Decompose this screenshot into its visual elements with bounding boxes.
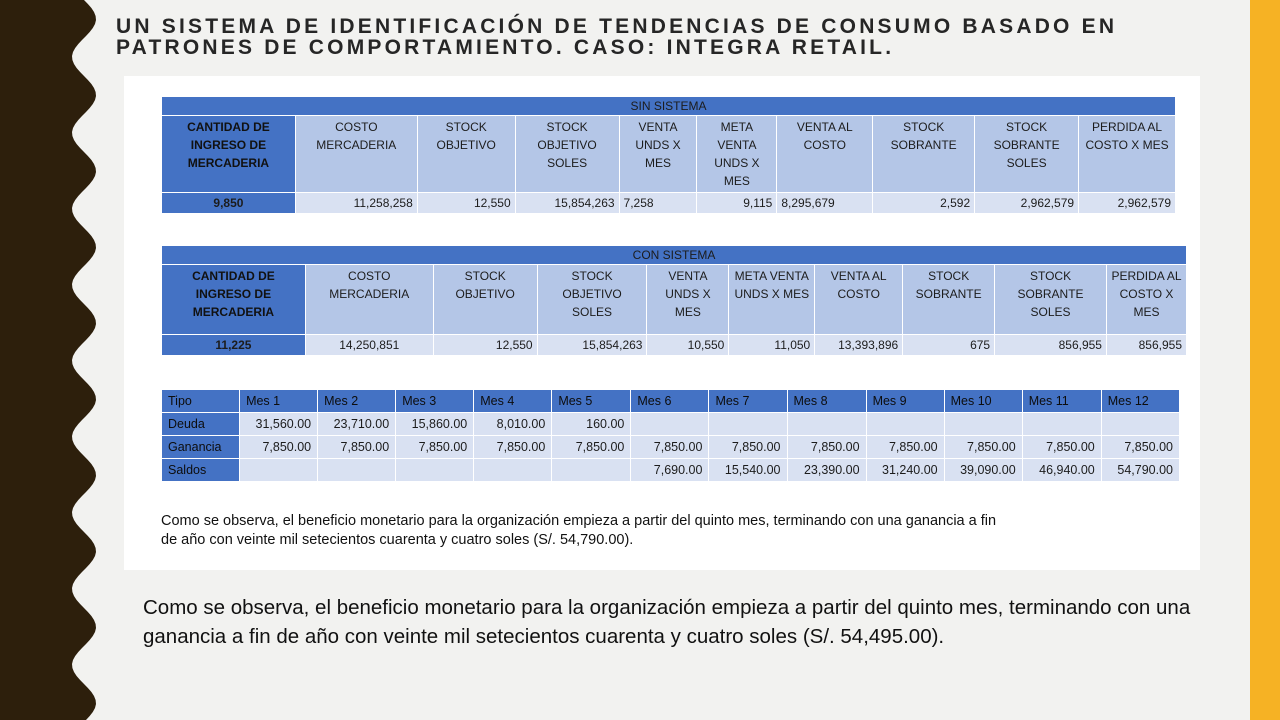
table-cell: 15,540.00 bbox=[709, 459, 787, 482]
panel-caption bbox=[161, 512, 1121, 550]
table-cell: 31,240.00 bbox=[866, 459, 944, 482]
wave-shape bbox=[0, 0, 96, 720]
column-header: Mes 4 bbox=[474, 390, 552, 413]
table-cell: 11,225 bbox=[162, 335, 306, 356]
column-header: VENTA UNDS X MES bbox=[619, 116, 697, 193]
table-cell: 15,854,263 bbox=[537, 335, 647, 356]
table-cell: 23,390.00 bbox=[787, 459, 866, 482]
column-header: Mes 10 bbox=[944, 390, 1022, 413]
panel-caption-line: de año con veinte mil setecientos cuarenta y cuatro soles (S/. 54,790.00). bbox=[161, 532, 634, 548]
table-cell bbox=[318, 459, 396, 482]
table-cell: 856,955 bbox=[1106, 335, 1186, 356]
column-header: STOCK OBJETIVO SOLES bbox=[515, 116, 619, 193]
table-title: CON SISTEMA bbox=[162, 246, 1187, 265]
table-cell: 15,860.00 bbox=[396, 413, 474, 436]
table-cell: 7,850.00 bbox=[787, 436, 866, 459]
tables-image-panel bbox=[124, 76, 1200, 570]
slide-body-text: Como se observa, el beneficio monetario para la organización empieza a partir del quinto mes, terminando con una ganancia a fin de año con veinte mil setecientos cuarenta y cuatro soles (S/. 54,495.00). bbox=[143, 596, 1191, 648]
table-cell: 9,850 bbox=[162, 193, 296, 214]
table-cell: 23,710.00 bbox=[318, 413, 396, 436]
table-cell: 675 bbox=[903, 335, 995, 356]
table-cell: 7,690.00 bbox=[631, 459, 709, 482]
column-header: Mes 9 bbox=[866, 390, 944, 413]
table-cell bbox=[944, 413, 1022, 436]
table-cell: 7,850.00 bbox=[866, 436, 944, 459]
table-cell bbox=[787, 413, 866, 436]
table-cell: 856,955 bbox=[995, 335, 1107, 356]
table-cell: 8,010.00 bbox=[474, 413, 552, 436]
row-label: Ganancia bbox=[162, 436, 240, 459]
table-row bbox=[162, 413, 1180, 436]
table-cell: 7,850.00 bbox=[1022, 436, 1101, 459]
table-cell: 7,850.00 bbox=[474, 436, 552, 459]
column-header: Mes 8 bbox=[787, 390, 866, 413]
column-header: Mes 7 bbox=[709, 390, 787, 413]
decorative-wave-border bbox=[0, 0, 100, 720]
table-cell bbox=[631, 413, 709, 436]
column-header: PERDIDA AL COSTO X MES bbox=[1106, 265, 1186, 335]
table-cell: 12,550 bbox=[433, 335, 537, 356]
column-header: PERDIDA AL COSTO X MES bbox=[1079, 116, 1176, 193]
column-header: STOCK SOBRANTE bbox=[903, 265, 995, 335]
table-cell bbox=[474, 459, 552, 482]
table-cell: 8,295,679 bbox=[777, 193, 873, 214]
table-cell: 14,250,851 bbox=[305, 335, 433, 356]
table-cell: 10,550 bbox=[647, 335, 729, 356]
column-header: META VENTA UNDS X MES bbox=[697, 116, 777, 193]
table-cell: 7,850.00 bbox=[631, 436, 709, 459]
column-header: STOCK SOBRANTE SOLES bbox=[975, 116, 1079, 193]
table-cell bbox=[866, 413, 944, 436]
column-header: VENTA UNDS X MES bbox=[647, 265, 729, 335]
column-header: COSTO MERCADERIA bbox=[305, 265, 433, 335]
table-cell: 7,850.00 bbox=[709, 436, 787, 459]
table-cell: 7,850.00 bbox=[318, 436, 396, 459]
column-header: STOCK SOBRANTE SOLES bbox=[995, 265, 1107, 335]
table-cell: 31,560.00 bbox=[240, 413, 318, 436]
table-cell: 160.00 bbox=[552, 413, 631, 436]
monthly-balance-table bbox=[161, 389, 1180, 482]
table-cell: 13,393,896 bbox=[815, 335, 903, 356]
table-cell: 15,854,263 bbox=[515, 193, 619, 214]
table-cell bbox=[552, 459, 631, 482]
column-header: Mes 1 bbox=[240, 390, 318, 413]
table-cell: 12,550 bbox=[417, 193, 515, 214]
row-label: Saldos bbox=[162, 459, 240, 482]
column-header: STOCK SOBRANTE bbox=[873, 116, 975, 193]
table-title: SIN SISTEMA bbox=[162, 97, 1176, 116]
table-cell: 11,050 bbox=[729, 335, 815, 356]
column-header: STOCK OBJETIVO bbox=[433, 265, 537, 335]
table-cell: 54,790.00 bbox=[1101, 459, 1179, 482]
row-label: Deuda bbox=[162, 413, 240, 436]
sin-sistema-table bbox=[161, 96, 1176, 214]
table-cell: 2,962,579 bbox=[1079, 193, 1176, 214]
table-cell: 9,115 bbox=[697, 193, 777, 214]
table-cell bbox=[240, 459, 318, 482]
column-header: META VENTA UNDS X MES bbox=[729, 265, 815, 335]
table-cell: 7,850.00 bbox=[240, 436, 318, 459]
panel-caption-line: Como se observa, el beneficio monetario para la organización empieza a partir del quinto mes, terminando con una ganancia a fin bbox=[161, 513, 997, 529]
accent-sidebar bbox=[1250, 0, 1280, 720]
column-header: CANTIDAD DE INGRESO DE MERCADERIA bbox=[162, 265, 306, 335]
table-cell bbox=[1022, 413, 1101, 436]
table-cell bbox=[709, 413, 787, 436]
table-cell: 7,850.00 bbox=[1101, 436, 1179, 459]
column-header: Mes 3 bbox=[396, 390, 474, 413]
table-cell: 2,962,579 bbox=[975, 193, 1079, 214]
column-header: VENTA AL COSTO bbox=[815, 265, 903, 335]
table-cell bbox=[1101, 413, 1179, 436]
column-header: Mes 2 bbox=[318, 390, 396, 413]
table-cell: 11,258,258 bbox=[295, 193, 417, 214]
table-cell: 7,850.00 bbox=[552, 436, 631, 459]
table-cell: 39,090.00 bbox=[944, 459, 1022, 482]
table-cell: 7,850.00 bbox=[396, 436, 474, 459]
column-header: Mes 12 bbox=[1101, 390, 1179, 413]
column-header: STOCK OBJETIVO SOLES bbox=[537, 265, 647, 335]
column-header: Mes 5 bbox=[552, 390, 631, 413]
table-row bbox=[162, 459, 1180, 482]
column-header: Mes 11 bbox=[1022, 390, 1101, 413]
column-header: STOCK OBJETIVO bbox=[417, 116, 515, 193]
con-sistema-table bbox=[161, 245, 1187, 356]
column-header: Mes 6 bbox=[631, 390, 709, 413]
column-header: CANTIDAD DE INGRESO DE MERCADERIA bbox=[162, 116, 296, 193]
slide-title: UN SISTEMA DE IDENTIFICACIÓN DE TENDENCIAS DE CONSUMO BASADO EN PATRONES DE COMPORTAMIENTO. CASO: INTEGRA RETAIL. bbox=[116, 15, 1118, 59]
table-cell: 46,940.00 bbox=[1022, 459, 1101, 482]
table-cell: 7,850.00 bbox=[944, 436, 1022, 459]
table-cell: 2,592 bbox=[873, 193, 975, 214]
table-cell: 7,258 bbox=[619, 193, 697, 214]
table-row bbox=[162, 436, 1180, 459]
column-header: Tipo bbox=[162, 390, 240, 413]
table-cell bbox=[396, 459, 474, 482]
column-header: COSTO MERCADERIA bbox=[295, 116, 417, 193]
column-header: VENTA AL COSTO bbox=[777, 116, 873, 193]
